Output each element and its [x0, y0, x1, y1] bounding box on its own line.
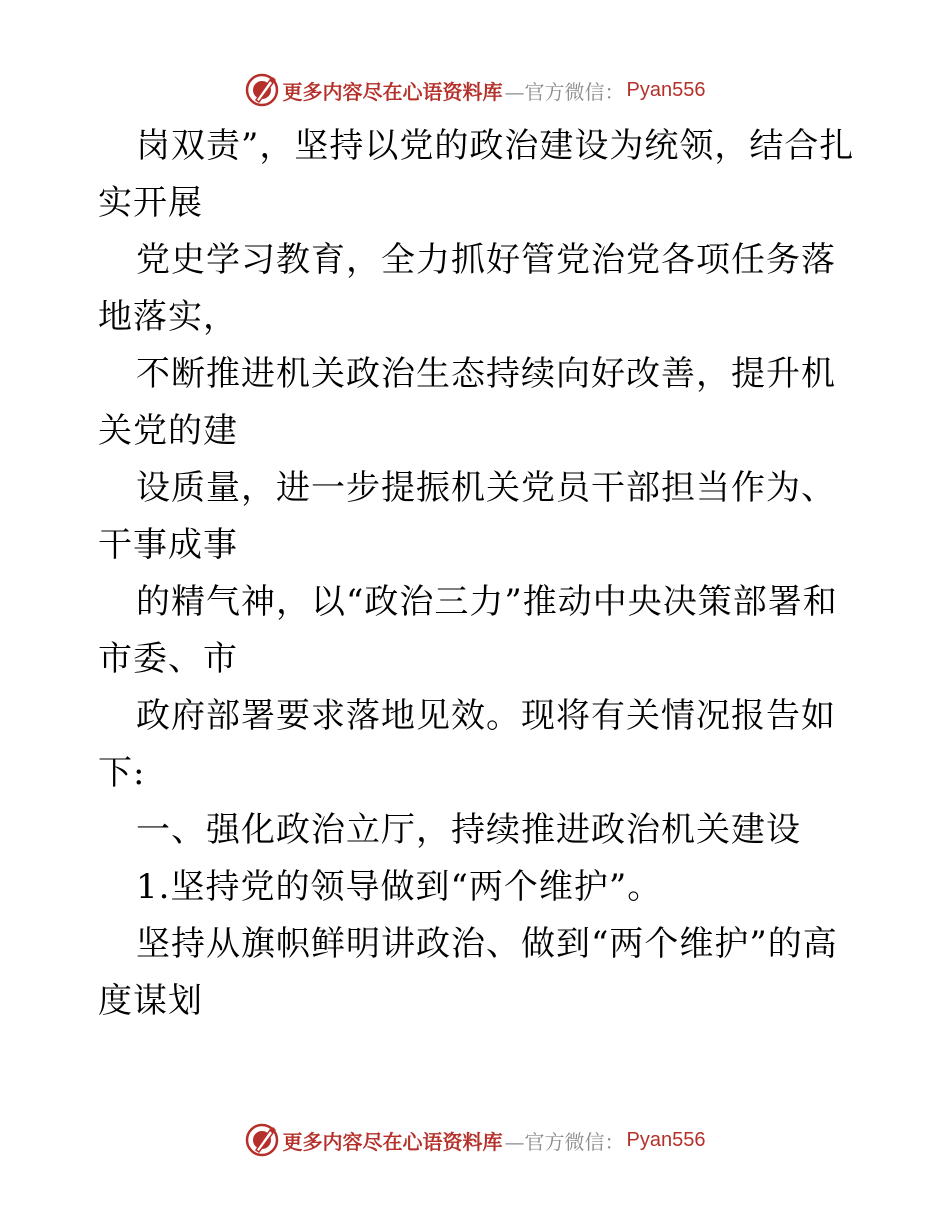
- paragraph: 岗双责”，坚持以党的政治建设为统领，结合扎实开展: [98, 126, 855, 223]
- header-brand-text: 更多内容尽在心语资料库: [282, 79, 503, 104]
- header-official-text: —官方微信：: [504, 79, 625, 104]
- paragraph: 设质量，进一步提振机关党员干部担当作为、干事成事: [98, 468, 836, 565]
- paragraph: 党史学习教育，全力抓好管党治党各项任务落地落实，: [98, 240, 836, 337]
- pen-logo-icon: [245, 73, 279, 107]
- document-body: [98, 118, 858, 1030]
- paragraph: 的精气神，以“政治三力”推动中央决策部署和市委、市: [98, 582, 838, 679]
- subsection-heading: 1.坚持党的领导做到“两个维护”。: [136, 867, 663, 907]
- section-heading: 一、强化政治立厅，持续推进政治机关建设: [136, 810, 801, 850]
- footer-wechat-id: Pyan556: [626, 1128, 706, 1151]
- footer-brand-text: 更多内容尽在心语资料库: [282, 1129, 503, 1154]
- paragraph: 坚持从旗帜鲜明讲政治、做到“两个维护”的高度谋划: [98, 924, 838, 1021]
- footer-official-text: —官方微信：: [504, 1129, 625, 1154]
- header-banner: [0, 70, 950, 110]
- footer-banner: [0, 1120, 950, 1160]
- header-wechat-id: Pyan556: [626, 78, 706, 101]
- paragraph: 不断推进机关政治生态持续向好改善，提升机关党的建: [98, 354, 836, 451]
- paragraph: 政府部署要求落地见效。现将有关情况报告如下:: [98, 696, 836, 793]
- pen-logo-icon: [245, 1123, 279, 1157]
